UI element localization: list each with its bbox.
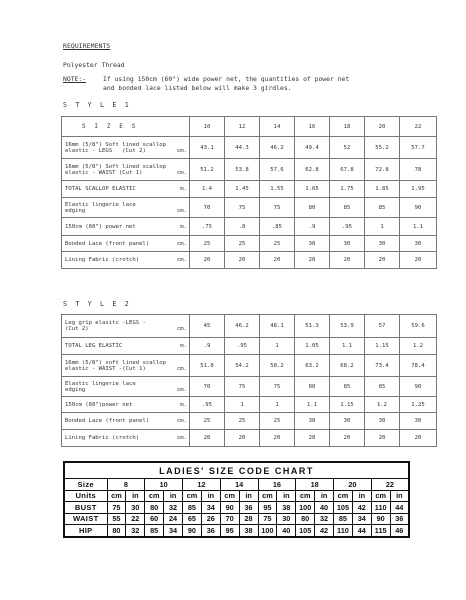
chart-cell: 85 [183, 502, 202, 514]
table-cell: .9 [295, 218, 330, 236]
table-cell: .85 [260, 218, 295, 236]
size-header: 10 [190, 117, 225, 137]
chart-cell: 105 [334, 502, 353, 514]
row-unit: cm. [176, 147, 187, 154]
table-row [62, 430, 437, 447]
unit-in: in [201, 490, 220, 502]
table-cell: 20 [295, 430, 330, 447]
chart-cell: 105 [296, 525, 315, 537]
table-cell: 90 [400, 198, 437, 218]
table-cell: 51.3 [295, 315, 330, 338]
unit-in: in [277, 490, 296, 502]
unit-cm: cm [334, 490, 353, 502]
chart-cell: 85 [145, 525, 164, 537]
unit-in: in [164, 490, 183, 502]
table-cell: 75 [260, 377, 295, 397]
chart-cell: 24 [164, 513, 183, 525]
table-cell: 30 [330, 413, 365, 430]
size-header: 16 [295, 117, 330, 137]
row-unit: cm. [176, 257, 187, 263]
table-cell: 1.05 [295, 338, 330, 355]
table-cell: 70 [190, 198, 225, 218]
style-2-heading: S T Y L E 2 [63, 300, 131, 308]
table-cell: 25 [190, 413, 225, 430]
table-cell: .8 [225, 218, 260, 236]
table-cell: 1.1 [295, 397, 330, 413]
chart-cell: 90 [220, 502, 239, 514]
description-line-1: 16mm (5/8") soft lined scallop [65, 359, 167, 366]
table-cell: 20 [365, 430, 400, 447]
row-unit: m. [180, 401, 187, 408]
chart-size: 22 [371, 479, 409, 491]
table-cell: 63.2 [295, 355, 330, 377]
table-cell: 58.2 [260, 355, 295, 377]
unit-cm: cm [258, 490, 277, 502]
table-cell: 1.15 [330, 397, 365, 413]
table-cell: 1.2 [365, 397, 400, 413]
description-line-2: elastic - WAIST (Cut 1) [65, 169, 143, 176]
table-cell: 30 [400, 413, 437, 430]
description-line-1: Elastic lingerie lace [65, 201, 136, 208]
table-cell: 25 [260, 413, 295, 430]
description-line-2: TOTAL SCALLOP ELASTIC [65, 186, 136, 192]
table-cell: 20 [260, 252, 295, 269]
table-cell: 1.4 [190, 181, 225, 198]
table-cell: 1.75 [330, 181, 365, 198]
table-cell: 1.1 [330, 338, 365, 355]
chart-cell: 38 [239, 525, 258, 537]
table-cell: 20 [225, 252, 260, 269]
table-cell: 25 [260, 236, 295, 252]
chart-measure-row [64, 513, 409, 525]
chart-cell: 22 [126, 513, 145, 525]
size-row-label: Size [64, 479, 107, 491]
table-cell: 1 [260, 397, 295, 413]
polyester-thread-line: Polyester Thread [63, 61, 125, 69]
table-row [62, 413, 437, 430]
description-line-2: edging [65, 207, 86, 214]
size-header: 18 [330, 117, 365, 137]
table-cell: 1.65 [295, 181, 330, 198]
size-header: 20 [365, 117, 400, 137]
table-cell: 1.95 [400, 181, 437, 198]
chart-title-row [64, 462, 409, 479]
table-cell: 85 [330, 198, 365, 218]
table-row [62, 377, 437, 397]
table-cell: 85 [330, 377, 365, 397]
table-cell: 1.55 [260, 181, 295, 198]
chart-cell: 30 [277, 513, 296, 525]
row-description [62, 181, 190, 198]
unit-cm: cm [145, 490, 164, 502]
chart-cell: 65 [183, 513, 202, 525]
table-cell: 48.1 [260, 315, 295, 338]
size-header: 14 [260, 117, 295, 137]
table-cell: 20 [365, 252, 400, 269]
table-cell: 51.8 [190, 355, 225, 377]
chart-size: 20 [334, 479, 372, 491]
table-cell: 43.1 [190, 137, 225, 159]
description-line-2: Bonded Lace (front panel) [65, 240, 150, 247]
table-cell: 67.8 [330, 159, 365, 181]
table-cell: 80 [295, 377, 330, 397]
table-cell: 55.2 [365, 137, 400, 159]
table-cell: 1.2 [400, 338, 437, 355]
table-cell: 52 [330, 137, 365, 159]
table-cell: 30 [400, 236, 437, 252]
table-cell: 20 [260, 430, 295, 447]
chart-cell: 80 [296, 513, 315, 525]
chart-cell: 80 [145, 502, 164, 514]
row-description [62, 137, 190, 159]
chart-cell: 75 [258, 513, 277, 525]
table-cell: 68.2 [330, 355, 365, 377]
table-cell: .9 [190, 338, 225, 355]
unit-cm: cm [220, 490, 239, 502]
table-cell: 80 [295, 198, 330, 218]
chart-cell: 90 [371, 513, 390, 525]
table-row [62, 236, 437, 252]
table-cell: .95 [225, 338, 260, 355]
measure-label: BUST [64, 502, 107, 514]
unit-in: in [390, 490, 409, 502]
table-row [62, 198, 437, 218]
chart-measure-row [64, 502, 409, 514]
note-label: NOTE:- [63, 75, 87, 83]
table-cell: 62.8 [295, 159, 330, 181]
chart-units-row [64, 490, 409, 502]
chart-cell: 75 [107, 502, 126, 514]
row-description [62, 413, 190, 430]
units-row-label: Units [64, 490, 107, 502]
description-line-1: 16mm (5/8") Soft lined scallop [65, 163, 167, 170]
row-unit: cm. [176, 207, 187, 214]
table-cell: 1 [365, 218, 400, 236]
row-unit: cm. [176, 240, 187, 247]
measure-label: WAIST [64, 513, 107, 525]
table-cell: 51.2 [190, 159, 225, 181]
table-cell: 75 [225, 377, 260, 397]
chart-cell: 60 [145, 513, 164, 525]
chart-cell: 85 [334, 513, 353, 525]
sizes-label [62, 117, 190, 137]
table-cell: 20 [295, 252, 330, 269]
table-cell: 75 [260, 198, 295, 218]
chart-size: 14 [220, 479, 258, 491]
row-description [62, 252, 190, 269]
chart-cell: 30 [126, 502, 145, 514]
table-cell: 90 [400, 377, 437, 397]
table-cell: .95 [190, 397, 225, 413]
table-cell: 1.15 [365, 338, 400, 355]
unit-cm: cm [107, 490, 126, 502]
row-description [62, 159, 190, 181]
table-row [62, 338, 437, 355]
table-row [62, 159, 437, 181]
table-cell: 45 [190, 315, 225, 338]
table-cell: 57.7 [400, 137, 437, 159]
chart-cell: 46 [390, 525, 409, 537]
row-unit: m. [180, 186, 187, 192]
chart-cell: 34 [352, 513, 371, 525]
description-line-2: Lining Fabric (crotch) [65, 257, 140, 263]
table-cell: 30 [330, 236, 365, 252]
row-description [62, 218, 190, 236]
table-row [62, 137, 437, 159]
chart-size: 16 [258, 479, 296, 491]
table-cell: .95 [330, 218, 365, 236]
chart-cell: 42 [352, 502, 371, 514]
table-cell: 57.6 [260, 159, 295, 181]
chart-cell: 80 [107, 525, 126, 537]
chart-cell: 42 [315, 525, 334, 537]
table-cell: 1 [225, 397, 260, 413]
row-unit: cm. [176, 386, 187, 393]
description-line-2: Lining Fabric (crotch) [65, 435, 140, 441]
table-row [62, 315, 437, 338]
chart-cell: 90 [183, 525, 202, 537]
chart-title: LADIES' SIZE CODE CHART [64, 462, 409, 479]
table-cell: 75 [225, 198, 260, 218]
chart-cell: 26 [201, 513, 220, 525]
table-row [62, 218, 437, 236]
row-unit: cm. [176, 435, 187, 441]
measure-label: HIP [64, 525, 107, 537]
chart-cell: 40 [315, 502, 334, 514]
chart-cell: 34 [201, 502, 220, 514]
style-2-table [61, 314, 437, 447]
table-cell: 72.8 [365, 159, 400, 181]
chart-size: 18 [296, 479, 334, 491]
chart-cell: 44 [390, 502, 409, 514]
row-description [62, 198, 190, 218]
chart-cell: 100 [296, 502, 315, 514]
table-cell: 25 [225, 413, 260, 430]
table-cell: 85 [365, 377, 400, 397]
table-cell: 59.6 [400, 315, 437, 338]
table-cell: 30 [365, 413, 400, 430]
table-cell: 46.2 [260, 137, 295, 159]
chart-size: 8 [107, 479, 145, 491]
row-unit: cm. [176, 365, 187, 372]
row-unit: m. [180, 343, 187, 349]
unit-cm: cm [371, 490, 390, 502]
style-1-table [61, 116, 437, 269]
chart-cell: 28 [239, 513, 258, 525]
unit-cm: cm [183, 490, 202, 502]
table-cell: 20 [190, 430, 225, 447]
table-row [62, 397, 437, 413]
ladies-size-code-chart [63, 461, 410, 538]
table-cell: 73.4 [365, 355, 400, 377]
chart-measure-row [64, 525, 409, 537]
table-cell: 1 [260, 338, 295, 355]
size-header: 22 [400, 117, 437, 137]
table-cell: 53.9 [330, 315, 365, 338]
table-cell: 25 [225, 236, 260, 252]
table-cell: 44.3 [225, 137, 260, 159]
chart-cell: 55 [107, 513, 126, 525]
chart-cell: 100 [258, 525, 277, 537]
table-cell: 20 [225, 430, 260, 447]
row-description [62, 338, 190, 355]
table-cell: 54.2 [225, 355, 260, 377]
chart-cell: 70 [220, 513, 239, 525]
description-line-1: 16mm (5/8") Soft lined scallop [65, 141, 167, 148]
description-line-2: Bonded Lace (front panel) [65, 418, 150, 424]
note-line-1: If using 150cm (60") wide power net, the quantities of power net [103, 75, 350, 83]
table-cell: 78 [400, 159, 437, 181]
unit-in: in [315, 490, 334, 502]
description-line-2: 150cm (60") power net [65, 223, 136, 230]
table-cell: 20 [190, 252, 225, 269]
row-description [62, 236, 190, 252]
description-line-2: TOTAL LEG ELASTIC [65, 343, 123, 349]
table-cell: 1.45 [225, 181, 260, 198]
chart-cell: 34 [164, 525, 183, 537]
table-cell: 78.4 [400, 355, 437, 377]
row-unit: cm. [176, 326, 187, 332]
chart-cell: 110 [334, 525, 353, 537]
table-cell: 30 [295, 413, 330, 430]
table-cell: 53.8 [225, 159, 260, 181]
chart-size: 10 [145, 479, 183, 491]
row-description [62, 355, 190, 377]
chart-cell: 95 [220, 525, 239, 537]
table-row [62, 181, 437, 198]
row-description [62, 315, 190, 338]
row-unit: cm. [176, 418, 187, 424]
row-unit: m. [180, 223, 187, 230]
description-line-1: Elastic lingerie lace [65, 380, 136, 387]
chart-size-row [64, 479, 409, 491]
chart-cell: 32 [164, 502, 183, 514]
table-cell: 20 [330, 252, 365, 269]
chart-cell: 36 [201, 525, 220, 537]
unit-cm: cm [296, 490, 315, 502]
chart-cell: 95 [258, 502, 277, 514]
table-cell: 1.85 [365, 181, 400, 198]
unit-in: in [352, 490, 371, 502]
table-cell: 30 [295, 236, 330, 252]
table-row [62, 355, 437, 377]
table-cell: 1.25 [400, 397, 437, 413]
table-cell: 70 [190, 377, 225, 397]
description-line-1: Leg grip elasitc -LEGS - [65, 320, 146, 326]
row-unit: cm. [176, 169, 187, 176]
table-row [62, 252, 437, 269]
unit-in: in [126, 490, 145, 502]
table-cell: 85 [365, 198, 400, 218]
row-description [62, 377, 190, 397]
sizes-header-row [62, 117, 437, 137]
description-line-2: 150cm (60")power net [65, 401, 133, 408]
chart-cell: 38 [277, 502, 296, 514]
description-line-2: elastic - WAIST -(Cut 1) [65, 365, 146, 372]
table-cell: 20 [400, 430, 437, 447]
chart-cell: 32 [126, 525, 145, 537]
chart-cell: 32 [315, 513, 334, 525]
table-cell: 30 [365, 236, 400, 252]
style-1-heading: S T Y L E 1 [63, 101, 131, 109]
row-description [62, 397, 190, 413]
table-cell: 20 [330, 430, 365, 447]
chart-cell: 110 [371, 502, 390, 514]
size-header: 12 [225, 117, 260, 137]
requirements-heading: REQUIREMENTS [63, 42, 111, 50]
table-cell: 25 [190, 236, 225, 252]
chart-cell: 36 [239, 502, 258, 514]
chart-cell: 36 [390, 513, 409, 525]
description-line-2: elastic - LEGS (Cut 2) [65, 147, 146, 154]
table-cell: 20 [400, 252, 437, 269]
description-line-2: edging [65, 386, 86, 393]
note-line-2: and bonded lace listed below will make 3 girdles. [103, 84, 292, 92]
table-cell: 1.1 [400, 218, 437, 236]
chart-size: 12 [183, 479, 221, 491]
unit-in: in [239, 490, 258, 502]
chart-cell: 40 [277, 525, 296, 537]
row-description [62, 430, 190, 447]
sizes-label-text: S I Z E S [82, 123, 138, 130]
chart-cell: 115 [371, 525, 390, 537]
chart-cell: 44 [352, 525, 371, 537]
table-cell: .75 [190, 218, 225, 236]
table-cell: 57 [365, 315, 400, 338]
table-cell: 49.4 [295, 137, 330, 159]
description-line-2: (Cut 2) [65, 326, 89, 332]
table-cell: 46.2 [225, 315, 260, 338]
